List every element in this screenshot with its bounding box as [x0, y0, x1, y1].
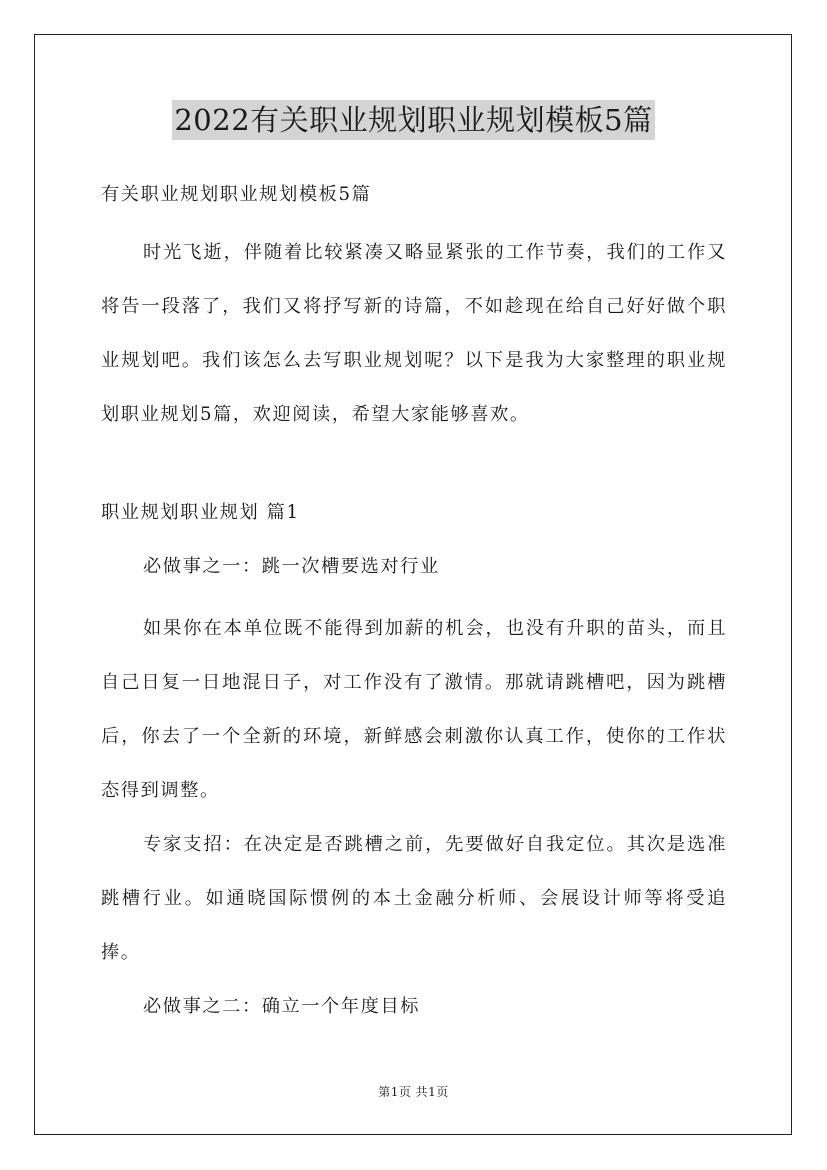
- item2-heading: 必做事之二：确立一个年度目标: [143, 996, 421, 1017]
- document-body: [101, 176, 727, 1034]
- item1-heading: 必做事之一：跳一次槽要选对行业: [143, 556, 440, 577]
- section-heading: 职业规划职业规划 篇1: [101, 502, 300, 523]
- title-wrap: [0, 100, 827, 140]
- intro-paragraph: 时光飞逝，伴随着比较紧凑又略显紧张的工作节奏，我们的工作又将告一段落了，我们又将抒写新的诗篇，不如趁现在给自己好好做个职业规划吧。我们该怎么去写职业规划呢？以下是我为大家整理的职业规划职业规划5篇，欢迎阅读，希望大家能够喜欢。: [101, 242, 727, 425]
- item1-body: 如果你在本单位既不能得到加薪的机会，也没有升职的苗头，而且自己日复一日地混日子，对工作没有了激情。那就请跳槽吧，因为跳槽后，你去了一个全新的环境，新鲜感会刺激你认真工作，使你的工作状态得到调整。: [101, 618, 727, 801]
- page-footer: 第1页 共1页: [378, 1085, 449, 1099]
- document-title: 2022有关职业规划职业规划模板5篇: [172, 100, 654, 140]
- document-subtitle: 有关职业规划职业规划模板5篇: [101, 184, 372, 205]
- item1-tip: 专家支招：在决定是否跳槽之前，先要做好自我定位。其次是选准跳槽行业。如通晓国际惯例的本土金融分析师、会展设计师等将受追捧。: [101, 834, 727, 963]
